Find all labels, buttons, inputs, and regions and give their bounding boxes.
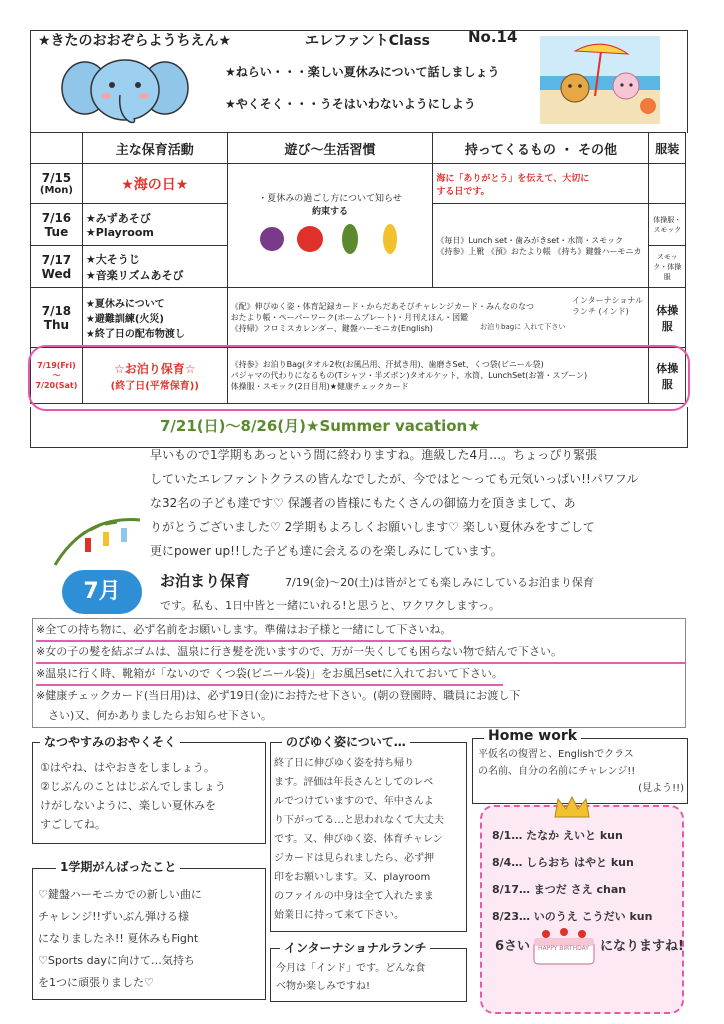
growth-line: ルでつけていますので、年中さんよ — [274, 796, 434, 807]
sleepover-box — [32, 618, 686, 728]
aim-text: ★ねらい・・・楽しい夏休みについて話しましょう — [225, 65, 500, 79]
school-name: ★きたのおおぞらようちえん★ — [38, 33, 232, 49]
row-item-line: 《持帰》フロミスカレンダー、鍵盤ハーモニカ(English) — [230, 324, 433, 333]
class-name: エレファントClass — [305, 33, 430, 49]
row-day: 7/20(Sat) — [35, 381, 78, 390]
beach-illustration — [540, 36, 660, 124]
cake-label: HAPPY BIRTHDAY — [538, 945, 589, 952]
row-activity: (終了日(平常保育)) — [110, 380, 199, 392]
row-clothes: スモック・体操服 — [649, 246, 686, 288]
middle-note-line: 約束する — [312, 207, 349, 217]
greeting-line: 早いもので1学期もあっという間に終わりますね。進級した4月…。ちょっぴり緊張 — [150, 448, 598, 462]
month-badge: 7月 — [62, 570, 142, 614]
row-item-line: 《配》伸びゆく姿・体育記録カード・からだあそびチャレンジカード・みんなのなつ — [230, 302, 534, 311]
row-date: 7/19(Fri) — [37, 361, 76, 370]
greeting-line: していたエレファントクラスの皆んなでしたが、今ではと～っても元気いっぱい!!パワフル — [150, 472, 639, 486]
tanabata-bamboo-icon — [45, 510, 145, 570]
row-day: (Mon) — [39, 185, 73, 196]
issue-number: No.14 — [468, 28, 518, 46]
row-activity: ☆お泊り保育☆ — [114, 361, 196, 376]
birthday-entry: 8/1… たなか えいと kun — [492, 829, 623, 842]
row-item-line: おたより帳・ペーパーワーク(ホームプレート)・月刊えほん・図鑑 — [230, 313, 469, 322]
row-activity: ★みずあそび — [85, 212, 151, 225]
sleepover-highlight — [28, 345, 690, 411]
birthday-entry: 8/17… まつだ さえ chan — [492, 883, 627, 896]
middle-note-line: ・夏休みの過ごし方について知らせ — [258, 194, 402, 204]
vacation-dates: 7/21(日)～8/26(月)★Summer vacation★ — [160, 417, 481, 435]
row-item-line: する日です。 — [436, 186, 490, 197]
row-activity: ★海の日★ — [82, 164, 227, 204]
effort-line: になりましたネ!! 夏休みもFight — [38, 932, 199, 945]
homework-line: 平仮名の復習と、Englishでクラス — [478, 749, 634, 760]
birthday-cake-icon — [528, 920, 600, 968]
side-note-lunch: インターナショナル ランチ (インド) — [572, 296, 643, 316]
homework-line: (見よう!!) — [638, 783, 684, 794]
row-date: 7/15 — [41, 171, 72, 185]
effort-line: チャレンジ!!ずいぶん弾ける様 — [38, 910, 189, 923]
growth-line: り下がってる…と思われなくて大丈夫 — [274, 815, 444, 826]
effort-line: ♡鍵盤ハーモニカでの新しい曲に — [38, 888, 202, 901]
promise-text: ★やくそく・・・うそはいわないようにしよう — [225, 97, 476, 111]
birthday-list — [492, 822, 672, 930]
header-play-habits: 遊び～生活習慣 — [227, 133, 433, 164]
row-activity: ★終了日の配布物渡し — [85, 329, 185, 340]
sleepover-line: です。私も、1日中皆と一緒にいれる!と思うと、ワクワクしますっ。 — [160, 599, 500, 612]
row-clothes: 体操服 — [649, 348, 686, 404]
effort-box-body — [38, 884, 260, 994]
growth-line: ジカードは見られましたら、必ず押 — [274, 853, 434, 864]
promise-line: けがしないように、楽しい夏休みを — [40, 799, 216, 812]
sleepover-note: さい)又、何かありましたらお知らせ下さい。 — [48, 709, 272, 722]
row-item-line: パジャマの代わりになるもの(Tシャツ・半ズボン)タオルケット、水筒、LunchSet(お箸・スプーン) — [230, 371, 588, 380]
homework-line: の名前、自分の名前にチャレンジ!! — [478, 766, 636, 777]
table-row — [31, 164, 686, 204]
growth-line: 始業日に持って来て下さい。 — [274, 910, 404, 921]
row-activity: ★大そうじ — [85, 252, 140, 266]
row-day: Thu — [43, 317, 70, 332]
row-day: Tue — [44, 224, 69, 239]
row-item-line: 海に「ありがとう」を伝えて、大切に — [436, 173, 590, 184]
growth-line: 印をお願いします。又、playroom — [274, 872, 431, 883]
table-row: 7/19(Fri) 〜 7/20(Sat) ☆お泊り保育☆ (終了日(平常保育)) 《持参》お泊りBag(タオル2枚(お風呂用、汗拭き用)、歯磨きSet、くつ袋(ビニール袋) パジャマの代わりになるもの(Tシャツ・半ズボン)タオルケット、水筒、LunchSet(お箸・スプーン) 体操服・スモック(2日目用)★健康チェックカード 体操服 — [31, 348, 686, 404]
middle-note-cell — [227, 164, 433, 288]
homework-body — [478, 746, 684, 797]
lunch-line: べ物か楽しみですね! — [276, 981, 371, 992]
sleepover-note: ※全ての持ち物に、必ず名前をお願いします。準備はお子様と一緒にして下さいね。 — [36, 620, 451, 642]
promise-box-body — [40, 758, 260, 834]
growth-line: です。又、伸びゆく姿、体育チャレン — [274, 834, 443, 845]
row-clothes: 体操服 — [649, 288, 686, 348]
growth-box-body — [274, 754, 464, 925]
row-date: 7/17 — [41, 252, 72, 267]
side-note-bag: お泊りbagに 入れて下さい — [480, 323, 566, 331]
effort-line: を1つに頑張りました♡ — [38, 976, 154, 989]
promise-line: ①はやね、はやおきをしましょう。 — [40, 761, 215, 774]
row-item-line: 体操服・スモック(2日目用)★健康チェックカード — [230, 382, 409, 391]
birthday-entry: 8/4… しらおち はやと kun — [492, 856, 634, 869]
row-date: 7/18 — [41, 303, 72, 318]
promise-line: すごしてね。 — [40, 818, 106, 831]
lunch-box-body — [276, 960, 462, 996]
growth-line: のファイルの中身は全て入れたまま — [274, 891, 434, 902]
row-day: Wed — [41, 266, 72, 281]
elephant-illustration — [60, 50, 190, 132]
homework-title: Home work — [484, 728, 581, 744]
row-item-line: 《毎日》Lunch set・歯みがきset・水筒・スモック — [436, 235, 624, 245]
sleepover-title: お泊まり保育 — [160, 572, 251, 590]
row-clothes: 体操服・スモック — [649, 204, 686, 246]
vegetable-icons — [250, 217, 410, 257]
header-clothes: 服装 — [649, 133, 686, 164]
row-activity: ★音楽リズムあそび — [85, 268, 184, 282]
row-item-line: 《持参》上靴 《預》おたより帳 《持ち》鍵盤ハーモニカ — [436, 246, 642, 256]
birthday-footer-left: 6さい — [495, 939, 531, 954]
sleepover-note: ※温泉に行く時、靴箱が「ないので くつ袋(ビニール袋)」をお風呂setに入れておいて下さい。 — [36, 664, 503, 686]
lunch-box-title: インターナショナルランチ — [280, 939, 430, 956]
growth-line: 終了日に伸びゆく姿を持ち帰り — [274, 758, 414, 769]
greeting-text — [150, 443, 680, 563]
greeting-line: りがとうございました♡ 2学期もよろしくお願いします♡ 楽しい夏休みをすごして — [150, 520, 595, 534]
row-date: 7/16 — [41, 210, 72, 225]
greeting-line: な32名の子ども達です♡ 保護者の皆様にもたくさんの御協力を頂きまして、あ — [150, 496, 576, 510]
row-activity: ★Playroom — [85, 226, 154, 239]
birthday-footer-right: になりますね! — [600, 939, 684, 954]
sleepover-note: ※健康チェックカード(当日用)は、必ず19日(金)にお持たせ下さい。(朝の登園時、職員にお渡し下 — [36, 689, 521, 702]
row-activity: ★夏休みについて — [85, 299, 165, 310]
row-activity: ★避難訓練(火災) — [85, 314, 164, 325]
row-item-line: 《持参》お泊りBag(タオル2枚(お風呂用、汗拭き用)、歯磨きSet、くつ袋(ビニール袋) — [230, 360, 544, 369]
header-activities: 主な保育活動 — [82, 133, 227, 164]
lunch-line: 今月は「インド」です。どんな食 — [276, 963, 426, 974]
effort-box-title: 1学期がんばったこと — [56, 858, 180, 875]
promise-box-title: なつやすみのおやくそく — [40, 733, 180, 750]
growth-line: ます。評価は年長さんとしてのレベ — [274, 777, 434, 788]
promise-line: ②じぶんのことはじぶんでしましょう — [40, 780, 226, 793]
sleepover-note: ※女の子の髪を結ぶゴムは、温泉に行き髪を洗いますので、万が一失くしても困らない物で結んで下さい。 — [36, 642, 686, 664]
birthday-entry: 8/23… いのうえ こうだい kun — [492, 910, 653, 923]
greeting-line: 更にpower up!!した子ども達に会えるのを楽しみにしています。 — [150, 544, 503, 558]
growth-box-title: のびゆく姿について… — [282, 733, 410, 750]
sleepover-line: 7/19(金)～20(土)は皆がとても楽しみにしているお泊まり保育 — [285, 576, 594, 589]
crown-icon — [552, 795, 592, 819]
effort-line: ♡Sports dayに向けて…気持ち — [38, 954, 195, 967]
header-items: 持ってくるもの ・ その他 — [433, 133, 649, 164]
